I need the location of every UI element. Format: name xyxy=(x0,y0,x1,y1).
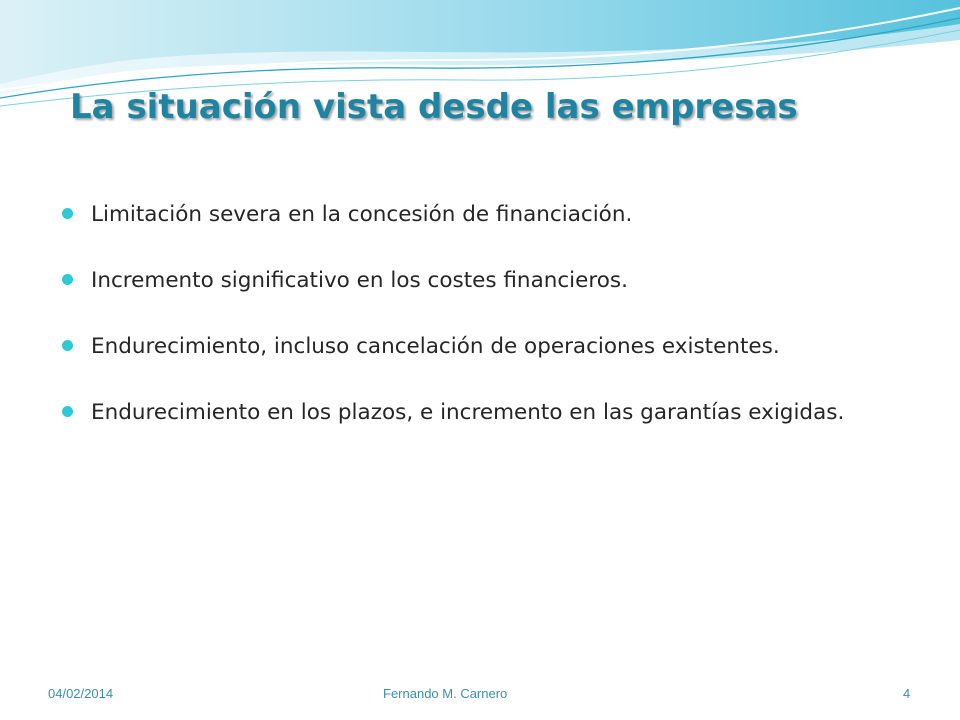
bullet-text: Endurecimiento, incluso cancelación de operaciones existentes. xyxy=(91,334,780,359)
bullet-dot-icon xyxy=(62,274,73,285)
slide-title: La situación vista desde las empresas xyxy=(70,87,798,127)
bullet-text: Incremento significativo en los costes financieros. xyxy=(91,268,628,293)
bullet-item xyxy=(62,396,908,429)
footer-date: 04/02/2014 xyxy=(48,686,114,701)
bullet-list xyxy=(62,198,908,429)
footer-author: Fernando M. Carnero xyxy=(383,686,508,701)
bullet-text: Limitación severa en la concesión de financiación. xyxy=(91,202,633,227)
footer-page-number: 4 xyxy=(903,686,911,701)
bullet-item xyxy=(62,198,908,231)
bullet-dot-icon xyxy=(62,340,73,351)
bullet-item xyxy=(62,264,908,297)
bullet-item xyxy=(62,330,908,363)
bullet-text: Endurecimiento en los plazos, e incremento en las garantías exigidas. xyxy=(91,400,845,425)
bullet-dot-icon xyxy=(62,406,73,417)
bullet-dot-icon xyxy=(62,208,73,219)
